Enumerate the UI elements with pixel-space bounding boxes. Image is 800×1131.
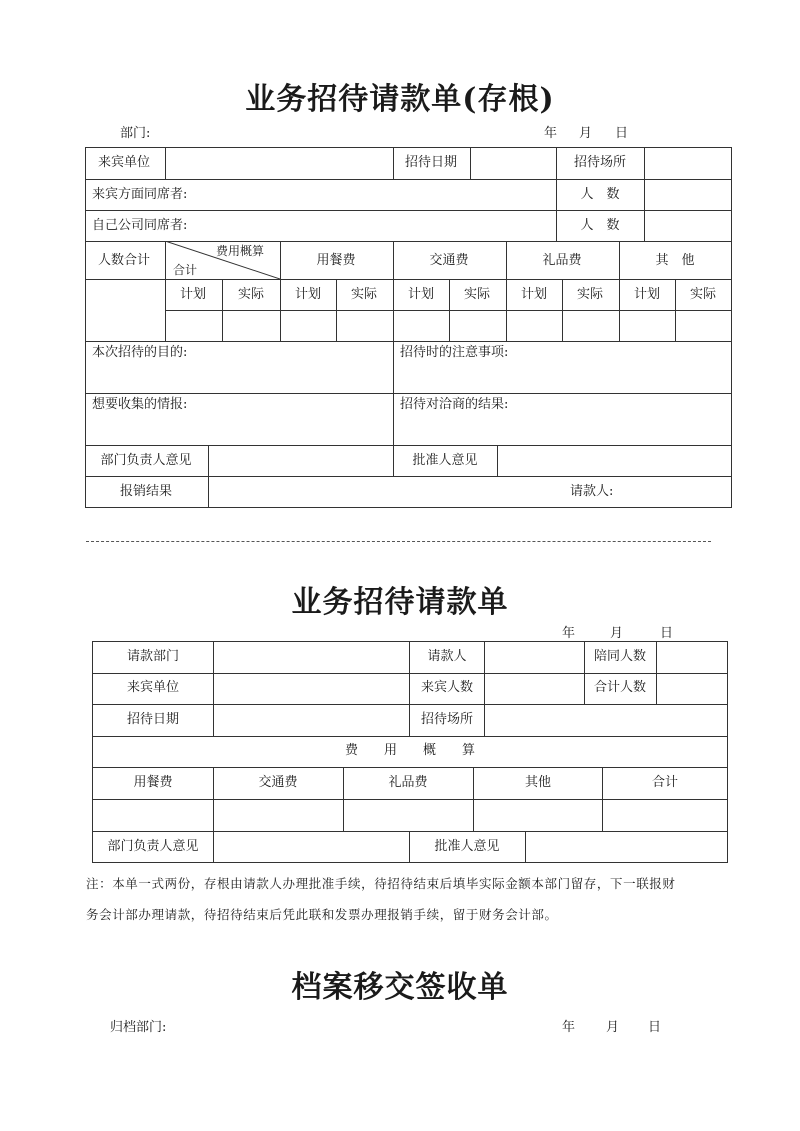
actual-label: 实际 — [237, 287, 265, 302]
transport-label: 交通费 — [429, 253, 469, 268]
diag-bottom-label: 合计 — [173, 263, 198, 277]
total-count-label: 合计人数 — [593, 680, 647, 695]
form1-col-line — [222, 279, 223, 341]
form3-title: 档案移交签收单 — [291, 970, 509, 1005]
intel-label: 想要收集的情报: — [92, 397, 188, 412]
form1-date — [544, 122, 628, 141]
form1-row-line — [85, 179, 732, 180]
guest-unit-label: 来宾单位 — [126, 680, 180, 695]
plan-label: 计划 — [407, 287, 435, 302]
form2-col-line — [473, 767, 474, 831]
purpose-label: 本次招待的目的: — [92, 345, 188, 360]
applicant-label: 请款人: — [570, 484, 614, 499]
guest-attendees-label: 来宾方面同席者: — [92, 187, 188, 202]
form2-row-line — [92, 831, 728, 832]
actual-label: 实际 — [689, 287, 717, 302]
form2-col-line — [213, 767, 214, 863]
form2-row-line — [92, 673, 728, 674]
applicant-label: 请款人 — [427, 649, 467, 664]
form2-row-line — [92, 736, 728, 737]
month-label: 月 — [579, 126, 593, 141]
form2-col-line — [409, 831, 410, 863]
dept-head-opinion-label: 部门负责人意见 — [100, 453, 192, 468]
budget-header: 费 用 概 算 — [344, 743, 476, 758]
actual-label: 实际 — [463, 287, 491, 302]
note-line-1: 注：本单一式两份，存根由请款人办理批准手续，待招待结束后填毕实际金额本部门留存，下一联报财 — [86, 876, 676, 891]
approver-opinion-label: 批准人意见 — [412, 453, 478, 468]
form3-date — [562, 1016, 661, 1035]
meal-label: 用餐费 — [133, 775, 173, 790]
form2-row-line — [92, 704, 728, 705]
form1-row-line — [85, 393, 732, 394]
form1-col-line — [280, 241, 281, 341]
dept-head-opinion-label: 部门负责人意见 — [107, 839, 199, 854]
year-label: 年 — [562, 626, 576, 641]
form1-col-line — [675, 279, 676, 341]
day-label: 日 — [615, 126, 629, 141]
form3-dept-label: 归档部门: — [110, 1020, 167, 1035]
result-label: 招待对洽商的结果: — [400, 397, 509, 412]
form2-row-line — [92, 767, 728, 768]
host-date-label: 招待日期 — [126, 712, 180, 727]
form1-col-line — [619, 241, 620, 341]
form2-row-line — [92, 799, 728, 800]
year-label: 年 — [544, 126, 558, 141]
form1-col-line — [506, 241, 507, 341]
form2-col-line — [409, 641, 410, 736]
form1-col-line — [644, 147, 645, 241]
diag-top-label: 费用概算 — [216, 244, 265, 258]
form1-col-line — [556, 147, 557, 241]
form1-row-line — [85, 279, 732, 280]
form1-col-line — [165, 147, 166, 179]
plan-label: 计划 — [633, 287, 661, 302]
plan-label: 计划 — [294, 287, 322, 302]
form1-col-line — [393, 341, 394, 476]
month-label: 月 — [610, 626, 624, 641]
form2-date — [562, 622, 673, 641]
host-date-label: 招待日期 — [404, 155, 458, 170]
actual-label: 实际 — [350, 287, 378, 302]
other-label: 其他 — [524, 775, 552, 790]
meal-label: 用餐费 — [316, 253, 356, 268]
cut-line — [86, 541, 711, 542]
form2-col-line — [602, 767, 603, 831]
approver-opinion-label: 批准人意见 — [434, 839, 500, 854]
form2-col-line — [343, 767, 344, 831]
companions-label: 陪同人数 — [593, 649, 647, 664]
form2-col-line — [525, 831, 526, 863]
request-dept-label: 请款部门 — [126, 649, 180, 664]
note-line-2: 务会计部办理请款，待招待结束后凭此联和发票办理报销手续，留于财务会计部。 — [86, 907, 558, 922]
guest-count-label: 来宾人数 — [420, 680, 474, 695]
form1-dept-label: 部门: — [120, 126, 151, 141]
form1-col-line — [562, 279, 563, 341]
own-attendees-label: 自己公司同席者: — [92, 218, 188, 233]
gift-label: 礼品费 — [542, 253, 582, 268]
actual-label: 实际 — [576, 287, 604, 302]
plan-label: 计划 — [179, 287, 207, 302]
form1-row-line — [85, 476, 732, 477]
host-place-label: 招待场所 — [420, 712, 474, 727]
other-label: 其 他 — [655, 253, 695, 268]
form1-col-line — [470, 147, 471, 179]
plan-label: 计划 — [520, 287, 548, 302]
transport-label: 交通费 — [258, 775, 298, 790]
form1-col-line — [497, 445, 498, 476]
form1-row-line — [85, 341, 732, 342]
gift-label: 礼品费 — [388, 775, 428, 790]
day-label: 日 — [660, 626, 674, 641]
total-people-label: 人数合计 — [97, 253, 151, 268]
total-label: 合计 — [651, 775, 679, 790]
form1-row-line — [85, 445, 732, 446]
headcount-label: 人 数 — [580, 187, 620, 202]
notes-label: 招待时的注意事项: — [400, 345, 509, 360]
reimburse-result-label: 报销结果 — [119, 484, 173, 499]
day-label: 日 — [648, 1020, 662, 1035]
form1-title: 业务招待请款单(存根) — [245, 82, 555, 117]
guest-unit-label: 来宾单位 — [97, 155, 151, 170]
form2-col-line — [484, 641, 485, 736]
form2-col-line — [584, 641, 585, 704]
form1-col-line — [393, 241, 394, 341]
form1-col-line — [208, 445, 209, 508]
form2-col-line — [213, 641, 214, 736]
form1-col-line — [449, 279, 450, 341]
form1-col-line — [336, 279, 337, 341]
form1-col-line — [393, 147, 394, 179]
form2-title: 业务招待请款单 — [291, 585, 509, 620]
host-place-label: 招待场所 — [573, 155, 627, 170]
form2-col-line — [656, 641, 657, 704]
year-label: 年 — [562, 1020, 576, 1035]
headcount-label: 人 数 — [580, 218, 620, 233]
month-label: 月 — [606, 1020, 620, 1035]
form1-row-line — [85, 210, 732, 211]
